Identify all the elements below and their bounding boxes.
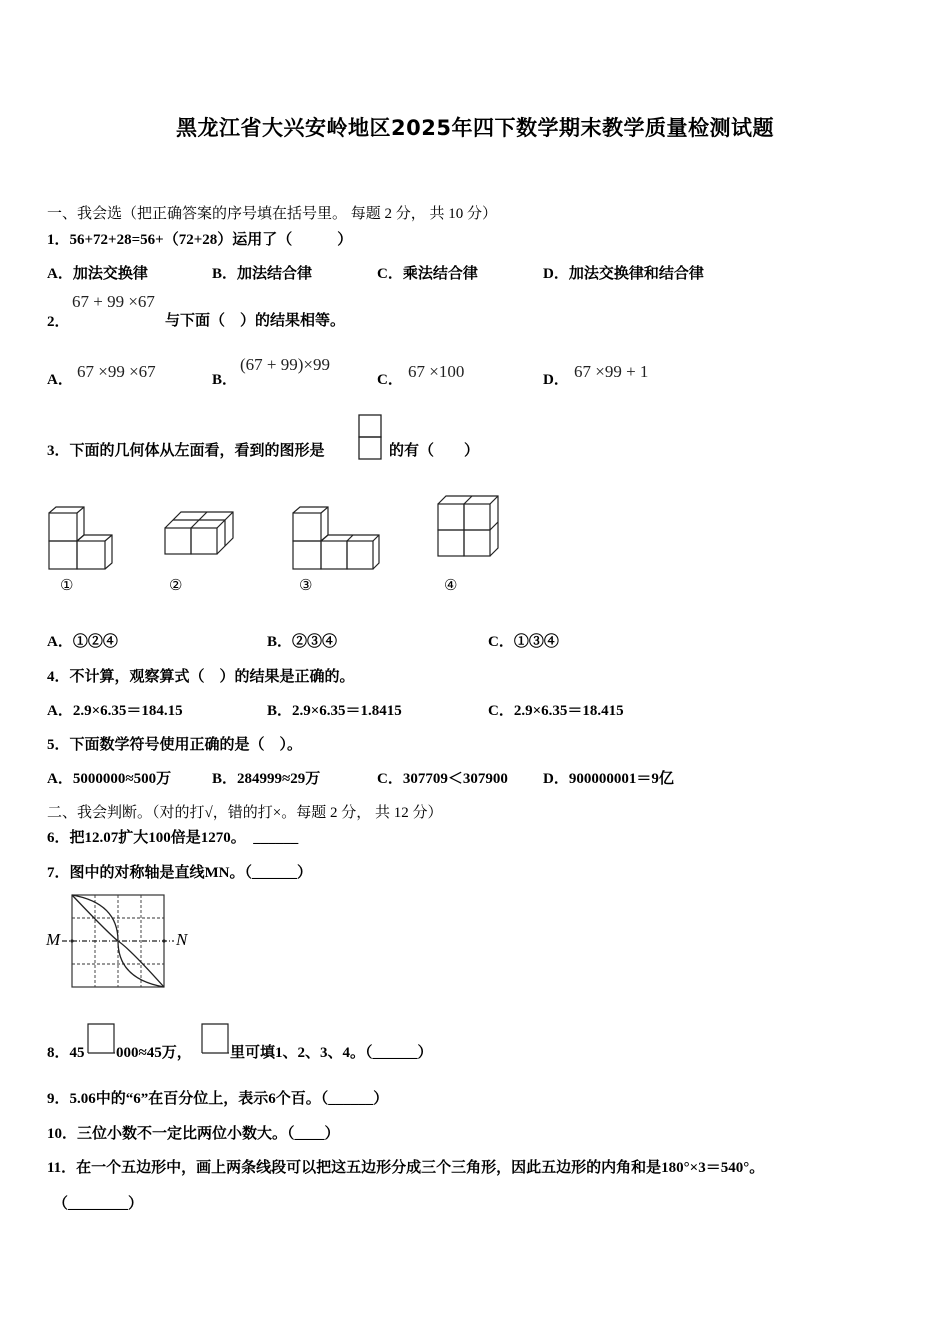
q8-part-3: 里可填1、2、3、4。（______） xyxy=(230,1045,433,1061)
question-10: 10．三位小数不一定比两位小数大。（____） xyxy=(47,1126,340,1142)
cube-figure-4 xyxy=(436,494,502,560)
left-view-shape-icon xyxy=(358,414,384,462)
q2-label-b: B． xyxy=(212,372,238,388)
q8-part-2: 000≈45万， xyxy=(116,1045,192,1061)
q5-option-a: A．5000000≈500万 xyxy=(47,771,172,787)
cube-figure-2 xyxy=(163,510,235,558)
q2-text: 与下面（ ）的结果相等。 xyxy=(165,313,346,329)
figure-label-3: ③ xyxy=(299,578,313,594)
q2-option-b: (67 + 99)×99 xyxy=(240,355,330,374)
question-7: 7．图中的对称轴是直线MN。（______） xyxy=(47,865,312,881)
blank-box-icon xyxy=(88,1023,116,1055)
q2-option-c: 67 ×100 xyxy=(408,362,465,381)
cube-figure-3 xyxy=(291,505,381,571)
figure-label-1: ① xyxy=(60,578,74,594)
figure-label-4: ④ xyxy=(444,578,458,594)
question-11: 11．在一个五边形中，画上两条线段可以把这五边形分成三个三角形，因此五边形的内角和是180°×3＝540°。 xyxy=(47,1160,765,1176)
q1-option-a: A．加法交换律 xyxy=(47,266,148,282)
q2-label-a: A． xyxy=(47,372,73,388)
question-11-blank: （________） xyxy=(53,1196,144,1212)
q1-option-c: C．乘法结合律 xyxy=(377,266,478,282)
q4-option-b: B．2.9×6.35＝1.8415 xyxy=(267,703,402,719)
q5-option-c: C．307709＜307900 xyxy=(377,771,508,787)
q3-option-a: A．①②④ xyxy=(47,634,118,650)
cube-figure-1 xyxy=(47,505,117,571)
page-title: 黑龙江省大兴安岭地区2025年四下数学期末教学质量检测试题 xyxy=(176,116,774,140)
label-m: M xyxy=(46,930,61,949)
q5-option-b: B．284999≈29万 xyxy=(212,771,321,787)
q1-option-d: D．加法交换律和结合律 xyxy=(543,266,704,282)
question-9: 9．5.06中的“6”在百分位上，表示6个百。（______） xyxy=(47,1091,389,1107)
question-3-text-before: 3．下面的几何体从左面看，看到的图形是 xyxy=(47,443,325,459)
label-n: N xyxy=(176,930,188,949)
q2-option-d: 67 ×99 + 1 xyxy=(574,362,649,381)
question-4: 4．不计算，观察算式（ ）的结果是正确的。 xyxy=(47,669,355,685)
q4-option-a: A．2.9×6.35＝184.15 xyxy=(47,703,183,719)
q1-option-b: B．加法结合律 xyxy=(212,266,313,282)
q2-label-c: C． xyxy=(377,372,403,388)
figure-label-2: ② xyxy=(169,578,183,594)
blank-box-icon-2 xyxy=(202,1023,230,1055)
question-1: 1．56+72+28=56+（72+28）运用了（ ） xyxy=(47,232,353,248)
q2-label-d: D． xyxy=(543,372,569,388)
q8-part-1: 8．45 xyxy=(47,1045,85,1061)
q2-number: 2． xyxy=(47,314,70,330)
q5-option-d: D．900000001＝9亿 xyxy=(543,771,674,787)
q3-option-c: C．①③④ xyxy=(488,634,559,650)
q3-option-b: B．②③④ xyxy=(267,634,338,650)
question-6: 6．把12.07扩大100倍是1270。 ______ xyxy=(47,830,299,846)
section-1-heading: 一、我会选（把正确答案的序号填在括号里。 每题 2 分， 共 10 分） xyxy=(47,206,498,222)
symmetry-grid-figure xyxy=(60,893,180,993)
question-5: 5．下面数学符号使用正确的是（ ）。 xyxy=(47,737,303,753)
question-3-text-after: 的有（ ） xyxy=(389,443,480,459)
q2-option-a: 67 ×99 ×67 xyxy=(77,362,156,381)
q4-option-c: C．2.9×6.35＝18.415 xyxy=(488,703,624,719)
q2-expression: 67 + 99 ×67 xyxy=(72,292,155,311)
section-2-heading: 二、我会判断。（对的打√，错的打×。每题 2 分， 共 12 分） xyxy=(47,805,443,821)
